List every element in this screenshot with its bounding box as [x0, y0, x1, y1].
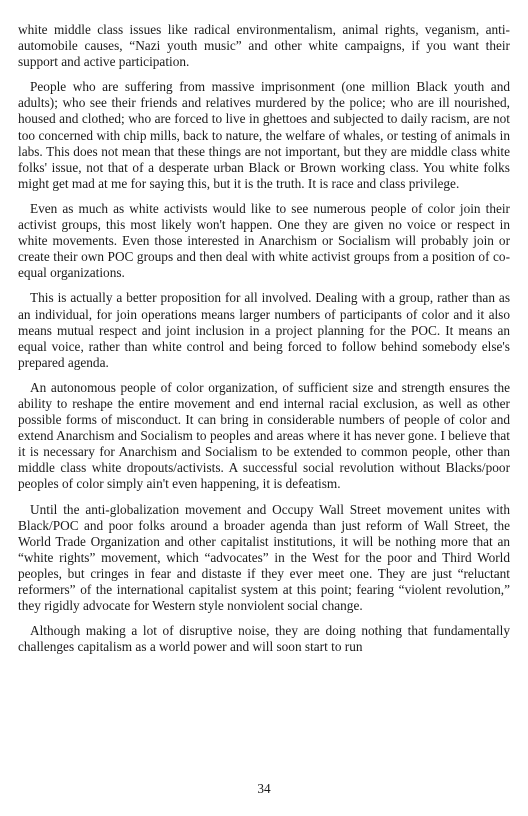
- paragraph-disruptive-noise: Although making a lot of disruptive noise, they are doing nothing that fundamentally challenges capitalism as a world power and will soon start to run: [18, 623, 510, 655]
- paragraph-autonomous-organization: An autonomous people of color organization, of sufficient size and strength ensures the ability to reshape the entire movement and end internal racial exclusion, as well as other possible forms of misconduct. It can bring in considerable numbers of people of color and extend Anarchism and Socialism to peoples and areas where it has never gone. I believe that it is necessary for Anarchism and Socialism to be extended to common people, other than middle class white dropouts/activists. A successful social revolution without Blacks/poor peoples of color simply ain't even happening, it is defeatism.: [18, 379, 510, 492]
- paragraph-continuation: white middle class issues like radical environmentalism, animal rights, veganism, anti-automobile causes, “Nazi youth music” and other white campaigns, if you want their support and active participation.: [18, 22, 510, 70]
- paragraph-better-proposition: This is actually a better proposition for all involved. Dealing with a group, rather than as an individual, for join operations means larger numbers of participants of color and it also means mutual respect and joint inclusion in a project planning for the POC. It means an equal voice, rather than white control and being forced to follow behind somebody else's prepared agenda.: [18, 290, 510, 370]
- page-number: 34: [257, 781, 271, 796]
- paragraph-mass-imprisonment: People who are suffering from massive imprisonment (one million Black youth and adults); who see their friends and relatives murdered by the police; who are ill nourished, housed and clothed; who are forced to live in ghettoes and subjected to daily racism, are not too concerned with chip mills, back to nature, the welfare of whales, or testing of animals in labs. This does not mean that these things are not important, but they are middle class white folks' issue, not that of a desperate urban Black or Brown working class. You white folks might get mad at me for saying this, but it is the truth. It is race and class privilege.: [18, 79, 510, 191]
- paragraph-activist-groups: Even as much as white activists would like to see numerous people of color join their activist groups, this most likely won't happen. One they are given no voice or respect in white movements. Even those interested in Anarchism or Socialism will probably join or create their own POC groups and then deal with white activist groups from a position of co-equal organizations.: [18, 200, 510, 281]
- paragraph-anti-globalization: Until the anti-globalization movement and Occupy Wall Street movement unites with Black/POC and poor folks around a broader agenda than just reform of Wall Street, the World Trade Organization and other capitalist institutions, it will be nothing more that an “white rights” movement, which “advocates” in the West for the poor and Third World peoples, but cringes in fear and distaste if they ever meet one. They are just “reluctant reformers” of the international capitalist system at this point; fearing “violent revolution,” they rigidly advocate for Western style nonviolent social change.: [18, 501, 510, 614]
